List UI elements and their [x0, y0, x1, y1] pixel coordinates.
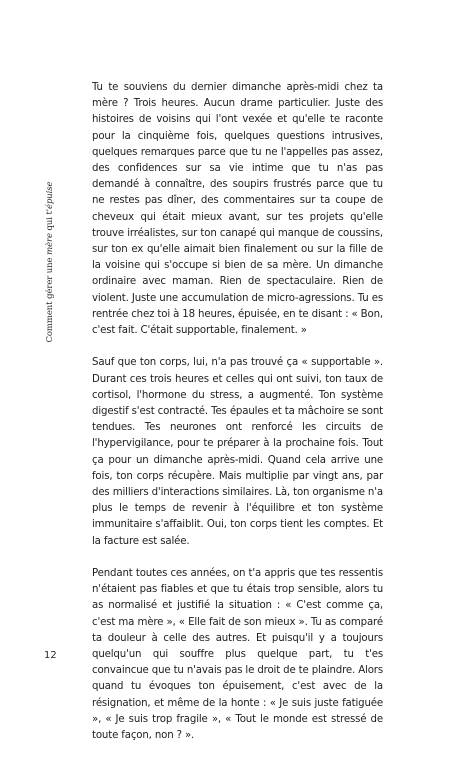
running-head-emphasis-2: épuise: [45, 181, 55, 209]
paragraph-3: Pendant toutes ces années, on t'a appris que tes ressentis n'étaient pas fiables et que tu étais trop sensible, alors tu as normalisé et justifié la situation : « C'est comme ça, c'est ma mère », « Elle fait de son mieux ». Tu as comparé ta douleur à celle des autres. Et puisqu'il y a toujours quelqu'un qui souffre plus quelque part, tu t'es convaincue que tu n'avais pas le droit de te plaindre. Alors quand tu évoques ton épuisement, c'est avec de la résignation, et même de la honte : « Je suis juste fatiguée », « Je suis trop fragile », « Tout le monde est stressé de toute façon, non ? ».: [92, 568, 384, 742]
paragraph-1: Tu te souviens du dernier dimanche après-midi chez ta mère ? Trois heures. Aucun drame particulier. Juste des histoires de voisins qui l'ont vexée et qu'elle te raconte pour la cinquième fois, quelques questions intrusives, quelques remarques parce que tu ne l'appelles pas assez, des confidences sur sa vie intime que tu n'as pas demandé à connaître, des soupirs frustrés parce que tu ne restes pas dîner, des commentaires sur ta coupe de cheveux qui était mieux avant, sur tes projets qu'elle trouve irréalistes, sur ton canapé qui manque de coussins, sur ton ex qu'elle aimait bien finalement ou sur la fille de la voisine qui s'occupe si bien de sa mère. Un dimanche ordinaire avec maman. Rien de spectaculaire. Rien de violent. Juste une accumulation de micro-agressions. Tu es rentrée chez toi à 18 heures, épuisée, en te disant : « Bon, c'est fait. C'était supportable, finalement. »: [92, 82, 383, 337]
running-head: [45, 182, 55, 343]
page-number: 12: [44, 650, 57, 661]
running-head-emphasis-1: mère: [45, 233, 55, 255]
paragraph-2: Sauf que ton corps, lui, n'a pas trouvé ça « supportable ». Durant ces trois heures et celles qui ont suivi, ton taux de cortisol, l'hormone du stress, a augmenté. Ton système digestif s'est contracté. Tes épaules et ta mâchoire se sont tendues. Tes neurones ont renforcé les circuits de l'hypervigilance, pour te préparer à la prochaine fois. Tout ça pour un dimanche après-midi. Quand cela arrive une fois, ton corps récupère. Mais multiplie par vingt ans, par des milliers d'interactions similaires. Là, ton organisme n'a plus le temps de revenir à l'équilibre et ton système immunitaire s'affaiblit. Oui, ton corps tient les comptes. Et la facture est salée.: [92, 357, 383, 547]
running-head-text-1: Comment gérer une: [45, 257, 55, 343]
running-head-text-2: qui t': [45, 208, 55, 231]
body-text: [92, 80, 383, 760]
